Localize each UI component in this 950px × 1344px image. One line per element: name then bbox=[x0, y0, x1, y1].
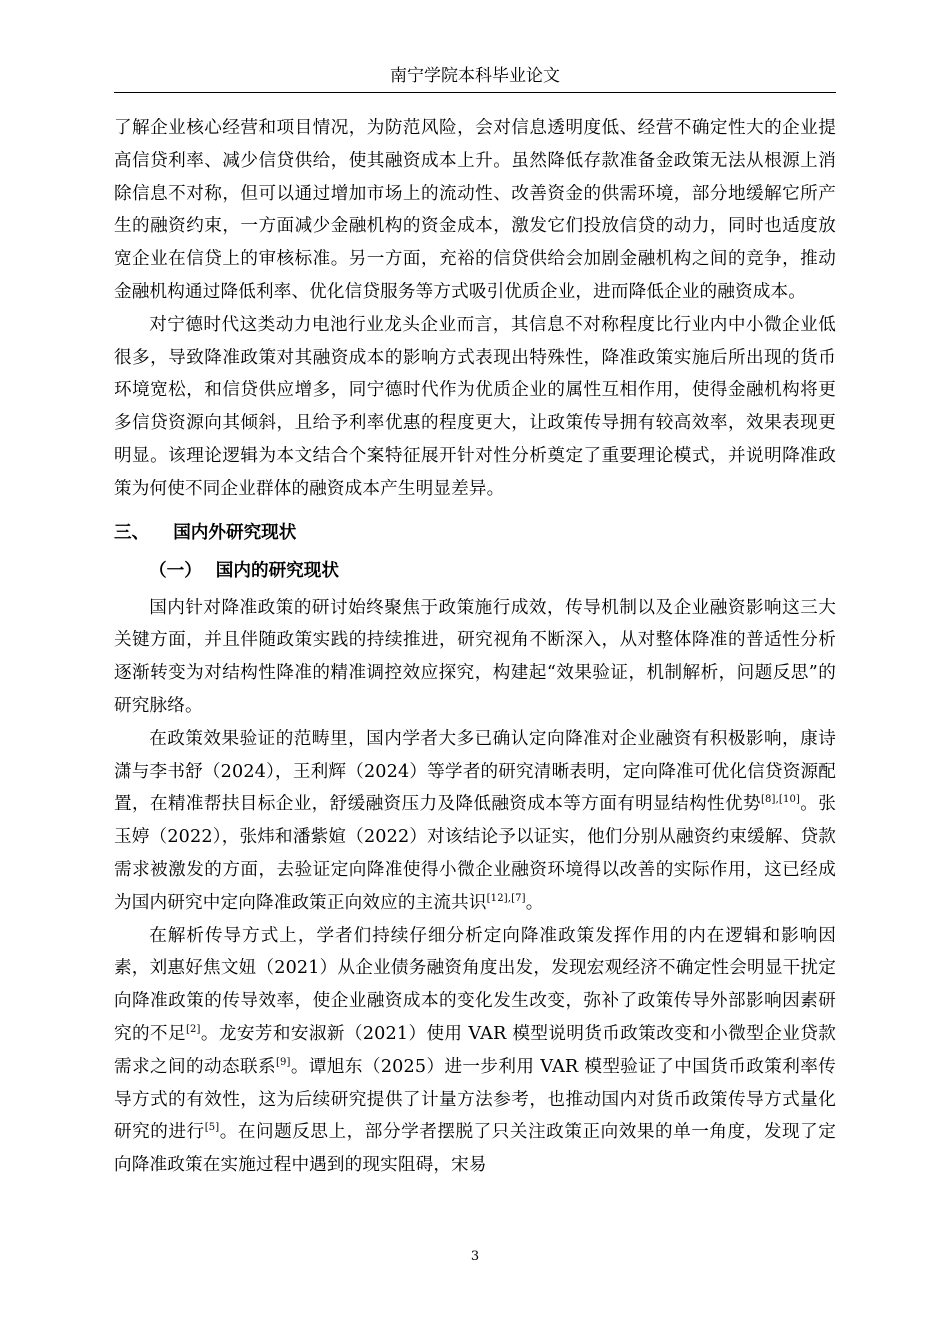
section-heading-3 bbox=[114, 516, 836, 550]
paragraph-5-text-a: 在解析传导方式上，学者们持续仔细分析定向降准政策发挥作用的内在逻辑和影响因素，刘惠好焦文妞（2021）从企业债务融资角度出发，发现宏观经济不确定性会明显干扰定向降准政策的传导效率，使企业融资成本的变化发生改变，弥补了政策传导外部影响因素研究的不足 bbox=[114, 925, 836, 1044]
running-header: 南宁学院本科毕业论文 bbox=[114, 64, 836, 93]
paragraph-4-text-c: 。 bbox=[525, 892, 544, 913]
paragraph-4-text-a: 在政策效果验证的范畴里，国内学者大多已确认定向降准对企业融资有积极影响，康诗潇与李书舒（2024），王利辉（2024）等学者的研究清晰表明，定向降准可优化信贷资源配置，在精准帮扶目标企业，舒缓融资压力及降低融资成本等方面有明显结构性优势 bbox=[114, 728, 836, 815]
paragraph-3: 国内针对降准政策的研讨始终聚焦于政策施行成效，传导机制以及企业融资影响这三大关键方面，并且伴随政策实践的持续推进，研究视角不断深入，从对整体降准的普适性分析逐渐转变为对结构性降准的精准调控效应探究，构建起“效果验证，机制解析，问题反思”的研究脉络。 bbox=[114, 597, 836, 716]
paragraph-5-text-c: 。谭旭东（2025）进一步利用 VAR 模型验证了中国货币政策利率传导方式的有效性，这为后续研究提供了计量方法参考，也推动国内对货币政策传导方式量化研究的进行 bbox=[114, 1056, 836, 1143]
subsection-title: 国内的研究现状 bbox=[215, 559, 339, 581]
page-body bbox=[114, 112, 836, 1182]
citation-12-7: [12],[7] bbox=[486, 892, 526, 904]
citation-8-10: [8],[10] bbox=[760, 794, 801, 806]
paragraph-4 bbox=[114, 723, 836, 920]
paragraph-4-text-b: 。张玉婷（2022），张炜和潘紫媗（2022）对该结论予以证实，他们分别从融资约束缓解、贷款需求被激发的方面，去验证定向降准使得小微企业融资环境得以改善的实际作用，这已经成为国内研究中定向降准政策正向效应的主流共识 bbox=[114, 794, 836, 913]
paragraph-2: 对宁德时代这类动力电池行业龙头企业而言，其信息不对称程度比行业内中小微企业低很多，导致降准政策对其融资成本的影响方式表现出特殊性，降准政策实施后所出现的货币环境宽松，和信贷供应增多，同宁德时代作为优质企业的属性互相作用，使得金融机构将更多信贷资源向其倾斜，且给予利率优惠的程度更大，让政策传导拥有较高效率，效果表现更明显。该理论逻辑为本文结合个案特征展开针对性分析奠定了重要理论模式，并说明降准政策为何使不同企业群体的融资成本产生明显差异。 bbox=[114, 314, 836, 499]
page-number: 3 bbox=[470, 1249, 480, 1264]
citation-5: [5] bbox=[204, 1122, 220, 1134]
paragraph-5 bbox=[114, 920, 836, 1182]
paragraph-5-text-d: 。在问题反思上，部分学者摆脱了只关注政策正向效果的单一角度，发现了定向降准政策在实施过程中遇到的现实阻碍，宋易 bbox=[114, 1122, 836, 1176]
paragraph-5-text-b: 。龙安芳和安淑新（2021）使用 VAR 模型说明货币政策改变和小微型企业贷款需求之间的动态联系 bbox=[114, 1023, 836, 1077]
section-title: 国内外研究现状 bbox=[173, 521, 297, 543]
citation-9: [9] bbox=[275, 1056, 291, 1068]
subsection-heading-1 bbox=[114, 554, 836, 588]
section-number: 三、 bbox=[114, 521, 150, 543]
subsection-number: （一） bbox=[149, 559, 202, 581]
paragraph-1: 了解企业核心经营和项目情况，为防范风险，会对信息透明度低、经营不确定性大的企业提高信贷利率、减少信贷供给，使其融资成本上升。虽然降低存款准备金政策无法从根源上消除信息不对称，但可以通过增加市场上的流动性、改善资金的供需环境，部分地缓解它所产生的融资约束，一方面减少金融机构的资金成本，激发它们投放信贷的动力，同时也适度放宽企业在信贷上的审核标准。另一方面，充裕的信贷供给会加剧金融机构之间的竞争，推动金融机构通过降低利率、优化信贷服务等方式吸引优质企业，进而降低企业的融资成本。 bbox=[114, 118, 836, 302]
citation-2: [2] bbox=[185, 1024, 201, 1036]
